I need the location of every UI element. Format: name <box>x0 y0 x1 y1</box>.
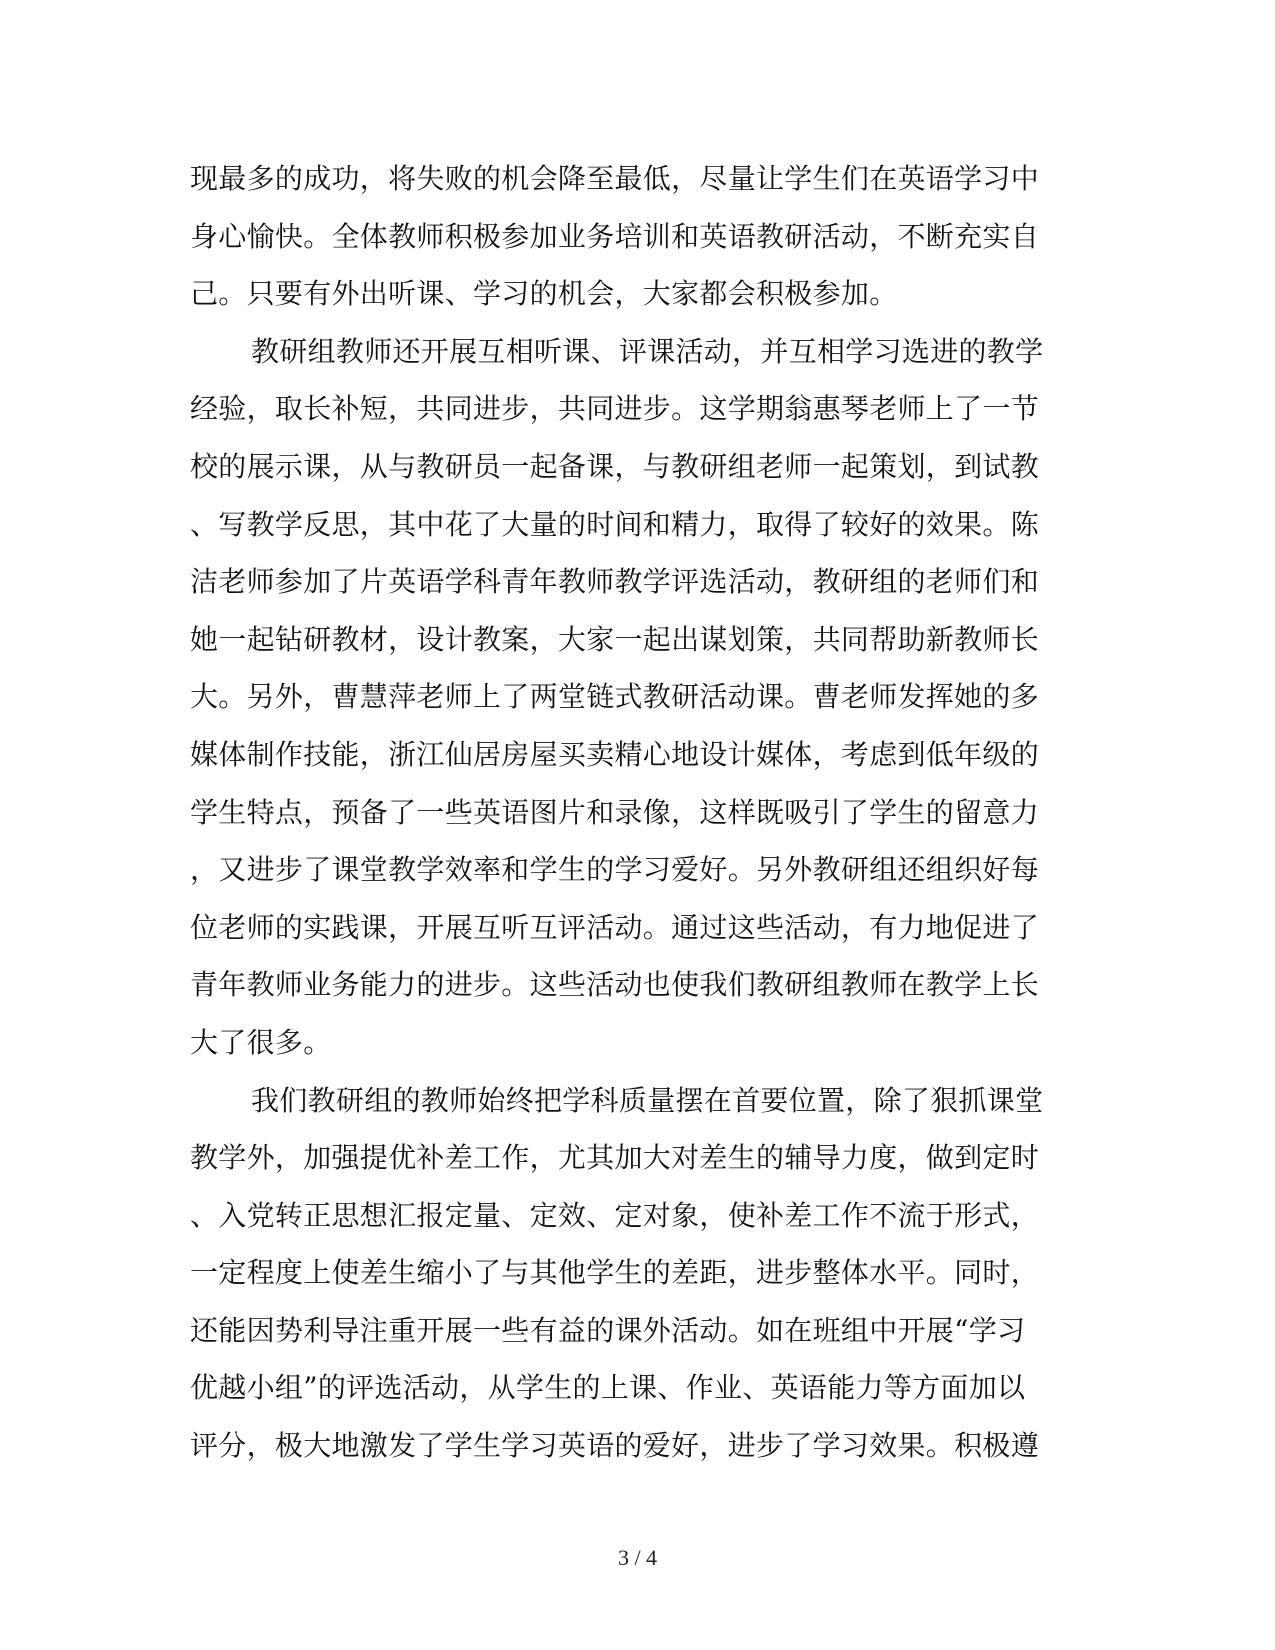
text-line: 洁老师参加了片英语学科青年教师教学评选活动，教研组的老师们和 <box>190 565 1040 599</box>
text-line: 评分，极大地激发了学生学习英语的爱好，进步了学习效果。积极遵 <box>190 1429 1040 1463</box>
text-line: 青年教师业务能力的进步。这些活动也使我们教研组教师在教学上长 <box>190 968 1040 1002</box>
text-line: 学生特点，预备了一些英语图片和录像，这样既吸引了学生的留意力 <box>190 795 1040 829</box>
text-line: 她一起钻研教材，设计教案，大家一起出谋划策，共同帮助新教师长 <box>190 622 1040 656</box>
text-line: 大。另外，曹慧萍老师上了两堂链式教研活动课。曹老师发挥她的多 <box>190 680 1040 714</box>
text-line: 优越小组”的评选活动，从学生的上课、作业、英语能力等方面加以 <box>190 1371 1026 1405</box>
document-body <box>190 150 1070 1475</box>
text-line: 还能因势利导注重开展一些有益的课外活动。如在班组中开展“学习 <box>190 1313 1026 1347</box>
text-line: 媒体制作技能，浙江仙居房屋买卖精心地设计媒体，考虑到低年级的 <box>190 737 1040 771</box>
paragraph-2 <box>190 323 1070 1072</box>
text-line: 现最多的成功，将失败的机会降至最低，尽量让学生们在英语学习中 <box>190 162 1040 195</box>
text-line: 位老师的实践课，开展互听互评活动。通过这些活动，有力地促进了 <box>190 910 1040 944</box>
text-line: 身心愉快。全体教师积极参加业务培训和英语教研活动，不断充实自 <box>190 219 1040 253</box>
text-line: 教学外，加强提优补差工作，尤其加大对差生的辅导力度，做到定时 <box>190 1141 1040 1175</box>
paragraph-3 <box>190 1072 1070 1475</box>
text-line: 校的展示课，从与教研员一起备课，与教研组老师一起策划，到试教 <box>190 449 1040 483</box>
text-line: 我们教研组的教师始终把学科质量摆在首要位置，除了狠抓课堂 <box>251 1083 1044 1117</box>
page-number: 3 / 4 <box>617 1545 658 1570</box>
text-line: 经验，取长补短，共同进步，共同进步。这学期翁惠琴老师上了一节 <box>190 392 1040 426</box>
text-line: 一定程度上使差生缩小了与其他学生的差距，进步整体水平。同时， <box>190 1256 1040 1290</box>
text-line: ，又进步了课堂教学效率和学生的学习爱好。另外教研组还组织好每 <box>190 853 1040 887</box>
text-line: 教研组教师还开展互相听课、评课活动，并互相学习选进的教学 <box>251 334 1044 368</box>
text-line: 大了很多。 <box>190 1025 332 1059</box>
paragraph-1 <box>190 150 1070 323</box>
text-line: 、入党转正思想汇报定量、定效、定对象，使补差工作不流于形式， <box>190 1198 1040 1232</box>
text-line: 、写教学反思，其中花了大量的时间和精力，取得了较好的效果。陈 <box>190 507 1040 541</box>
text-line: 己。只要有外出听课、学习的机会，大家都会积极参加。 <box>190 277 898 311</box>
